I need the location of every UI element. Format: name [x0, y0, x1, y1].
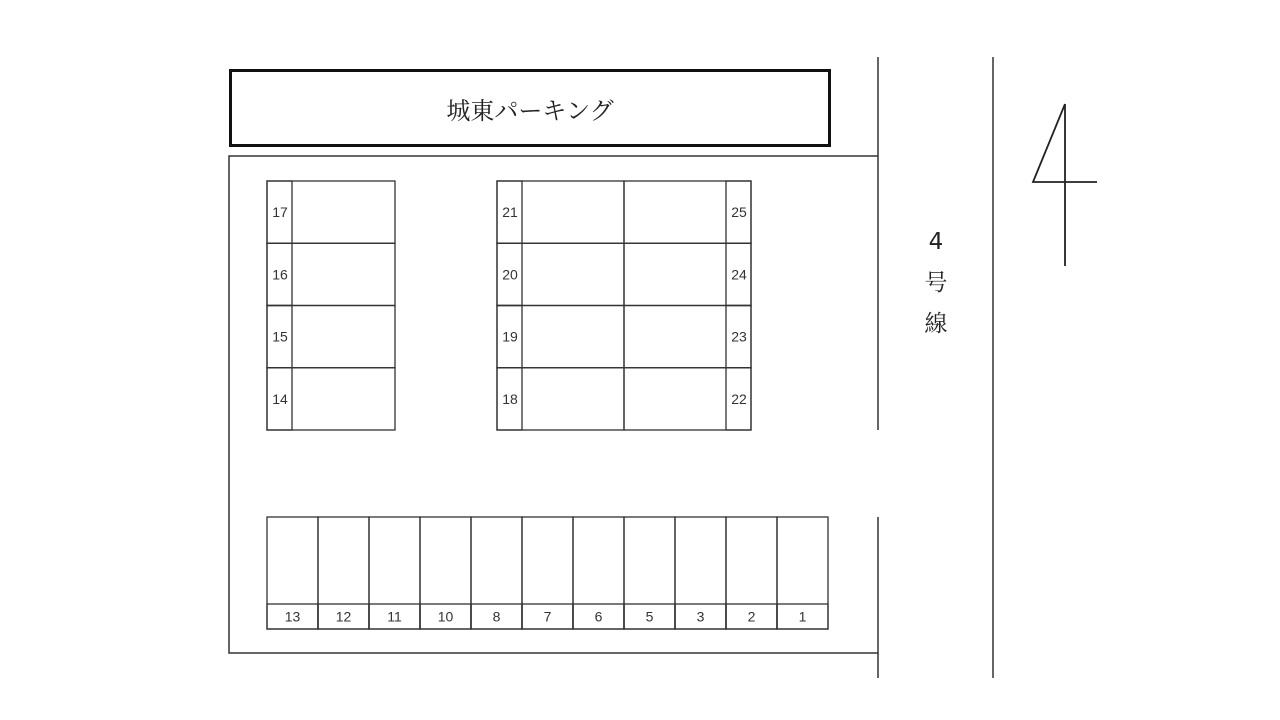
space-number: 25 — [731, 204, 747, 221]
space-number: 1 — [798, 608, 807, 625]
north-arrow-icon — [1025, 98, 1103, 268]
space-number: 11 — [387, 608, 402, 625]
lot-boundary — [229, 156, 878, 653]
space-number: 2 — [747, 608, 756, 625]
space-number: 22 — [731, 390, 747, 407]
space-number: 19 — [502, 328, 518, 345]
space-number: 24 — [731, 266, 747, 283]
space-number: 6 — [594, 608, 603, 625]
road-label-char-3: 線 — [924, 311, 948, 337]
space-number: 13 — [284, 608, 301, 625]
space-number: 5 — [645, 608, 654, 625]
space-number: 23 — [731, 328, 747, 345]
space-number: 3 — [696, 608, 705, 625]
space-number: 15 — [272, 328, 288, 345]
space-number: 14 — [272, 390, 288, 407]
space-number: 21 — [502, 204, 518, 221]
lot-title — [229, 69, 831, 147]
road-label-char-2: 号 — [924, 270, 948, 296]
space-number: 20 — [502, 266, 518, 283]
space-number: 17 — [272, 204, 288, 221]
road-label-char-1: 4 — [928, 229, 944, 255]
lot-title-text: 城東パーキング — [446, 96, 614, 125]
space-number: 8 — [492, 608, 501, 625]
space-number: 18 — [502, 390, 518, 407]
space-number: 12 — [335, 608, 352, 625]
space-number: 16 — [272, 266, 288, 283]
space-number: 10 — [437, 608, 454, 625]
road-label — [916, 222, 956, 345]
space-number: 7 — [543, 608, 552, 625]
